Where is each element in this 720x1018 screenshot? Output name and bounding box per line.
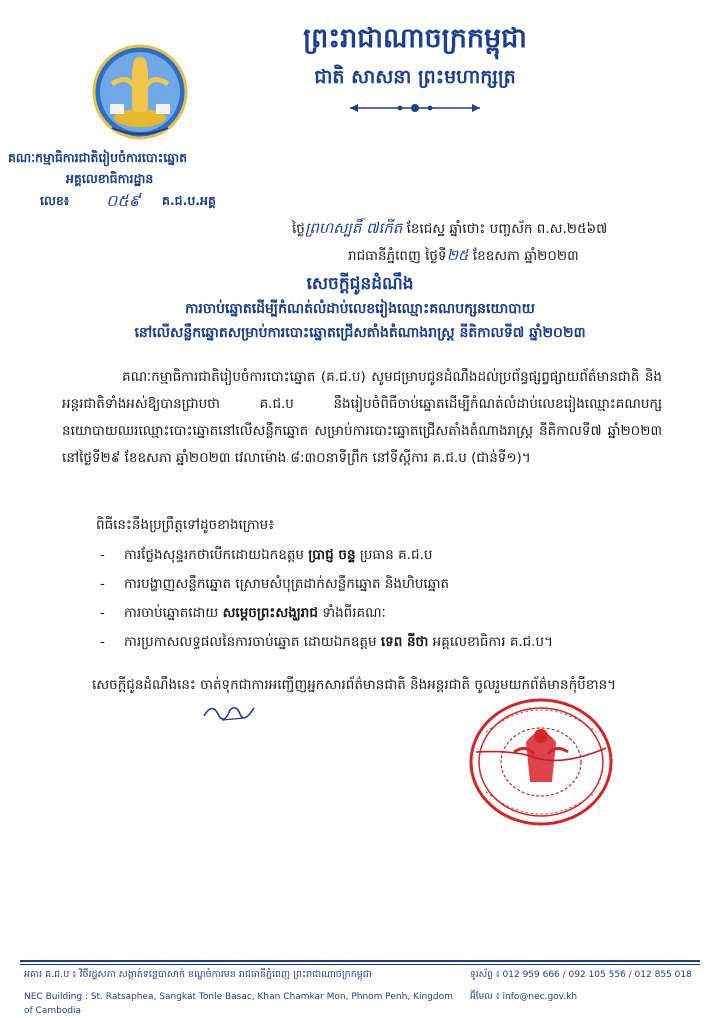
footer-address-khmer: អគារ គ.ជ.ប ៖ វិថីរដ្ឋសភា សង្កាត់ទន្លេបាសាក់ ខណ្ឌចំការមន រាជធានីភ្នំពេញ ព្រះរាជាណាចក្រកម្ពុជា bbox=[24, 969, 372, 980]
agenda-item-name: ប្រាជ្ញ ចន្ទ bbox=[308, 547, 356, 563]
agenda-item bbox=[96, 599, 676, 628]
agenda-item-text: ការថ្លែងសុន្ទរកថាបើកដោយឯកឧត្តម bbox=[124, 547, 309, 563]
kingdom-heading: ព្រះរាជាណាចក្រកម្ពុជា bbox=[303, 23, 527, 54]
office-subtitle: អគ្គលេខាធិការដ្ឋាន bbox=[66, 171, 154, 186]
bullet-dash: - bbox=[100, 547, 105, 563]
agenda-item bbox=[96, 570, 676, 599]
document-title: សេចក្តីជូនដំណឹង bbox=[306, 274, 414, 294]
bullet-dash: - bbox=[100, 634, 105, 650]
document-subtitle-line2: នៅលើសន្លឹកឆ្នោតសម្រាប់ការបោះឆ្នោតជ្រើសតាំងតំណាងរាស្ត្រ នីតិកាលទី៧ ឆ្នាំ២០២៣ bbox=[134, 325, 586, 341]
lunar-date-handwritten: ព្រហស្បតិ៍ ៧កើត bbox=[304, 219, 403, 237]
solar-date-prefix: រាជធានីភ្នំពេញ ថ្ងៃទី bbox=[348, 248, 447, 264]
agenda-item-text: ការចាប់ឆ្នោតដោយ bbox=[124, 605, 223, 621]
footer-address-english: NEC Building : St. Ratsaphea, Sangkat Tonle Basac, Khan Chamkar Mon, Phnom Penh, Kingdom of Cambodia bbox=[24, 992, 453, 1016]
bullet-dash: - bbox=[100, 576, 105, 592]
reference-label: លេខ៖ bbox=[40, 193, 70, 208]
reference-number: ០៥៩ bbox=[106, 191, 140, 210]
bullet-dash: - bbox=[100, 605, 105, 621]
solar-date-rest: ខែឧសភា ឆ្នាំ២០២៣ bbox=[468, 248, 579, 264]
document-subtitle-line1: ការចាប់ឆ្នោតដើម្បីកំណត់លំដាប់លេខរៀងឈ្មោះគណបក្សនយោបាយ bbox=[185, 301, 535, 317]
body-paragraph-1: គណៈកម្មាធិការជាតិរៀបចំការបោះឆ្នោត (គ.ជ.ប) សូមជម្រាបជូនដំណឹងដល់ប្រព័ន្ធផ្សព្វផ្សាយព័ត៌មានជាតិ និងអន្តរជាតិទាំងអស់ឱ្យបានជ្រាបថា គ.ជ.ប នឹងរៀបចំពិធីចាប់ឆ្នោតដើម្បីកំណត់លំដាប់លេខរៀងឈ្មោះគណបក្សនយោបាយឈរឈ្មោះបោះឆ្នោតនៅលើសន្លឹកឆ្នោត សម្រាប់ការបោះឆ្នោតជ្រើសតាំងតំណាងរាស្ត្រ នីតិកាលទី៧ ឆ្នាំ២០២៣ នៅថ្ងៃទី២៩ ខែឧសភា ឆ្នាំ២០២៣ វេលាម៉ោង ៨:៣០នាទីព្រឹក នៅទីស្តីការ គ.ជ.ប (ជាន់ទី១)។ bbox=[62, 369, 662, 466]
footer-email: អ៊ីមែល ៖ info@nec.gov.kh bbox=[470, 992, 578, 1002]
agenda-item-name: ទេព នីថា bbox=[380, 634, 429, 650]
solar-date-handwritten: ២៥ bbox=[446, 246, 469, 264]
footer-rule-thin bbox=[20, 964, 700, 965]
agenda-item-text: ការប្រកាសលទ្ធផលនៃការចាប់ឆ្នោត ដោយឯកឧត្តម bbox=[124, 634, 381, 650]
agenda-item-text: ការបង្ហាញសន្លឹកឆ្នោត ស្រោមសំបុត្រដាក់សន្លឹកឆ្នោត និងហិបឆ្នោត bbox=[124, 576, 450, 592]
divider-ornament-icon bbox=[348, 101, 482, 115]
nec-logo-icon bbox=[92, 44, 188, 140]
initial-signature-icon bbox=[200, 700, 260, 724]
body-paragraph-2: សេចក្តីជូនដំណឹងនេះ ចាត់ទុកជាការអញ្ជើញអ្នកសារព័ត៌មានជាតិ និងអន្តរជាតិ ចូលរួមយកព័ត៌មានកុំបីខាន។ bbox=[92, 677, 617, 693]
lunar-date-rest: ខែជេស្ឋ ឆ្នាំថោះ បញ្ចស័ក ព.ស.២៥៦៧ bbox=[402, 221, 608, 237]
lunar-date-prefix: ថ្ងៃ bbox=[292, 221, 305, 237]
footer-rule bbox=[20, 960, 700, 962]
agenda-item-suffix: ប្រធាន គ.ជ.ប bbox=[355, 547, 433, 563]
footer-telephone: ទូរស័ព្ទ ៖ 012 959 666 / 092 105 556 / 012 855 018 bbox=[470, 970, 692, 980]
agenda-item-suffix: ទាំងពីរគណៈ bbox=[317, 605, 386, 621]
agenda-item bbox=[96, 541, 676, 570]
reference-code: គ.ជ.ប.អគ្គ bbox=[162, 193, 216, 208]
official-seal-icon bbox=[456, 692, 626, 832]
solar-date bbox=[348, 245, 698, 266]
reference-number-row bbox=[40, 192, 270, 212]
agenda-item-name: សម្តេចព្រះសង្ឃរាជ bbox=[222, 605, 318, 621]
agenda-list bbox=[96, 541, 676, 657]
agenda-item-suffix: អគ្គលេខាធិការ គ.ជ.ប។ bbox=[428, 634, 554, 650]
agenda-item bbox=[96, 628, 676, 657]
lunar-date bbox=[292, 218, 692, 239]
agenda-lead: ពិធីនេះនឹងប្រព្រឹត្តទៅដូចខាងក្រោម៖ bbox=[96, 517, 275, 533]
national-motto: ជាតិ សាសនា ព្រះមហាក្សត្រ bbox=[314, 66, 516, 88]
office-name: គណៈកម្មាធិការជាតិរៀបចំការបោះឆ្នោត bbox=[8, 150, 188, 165]
